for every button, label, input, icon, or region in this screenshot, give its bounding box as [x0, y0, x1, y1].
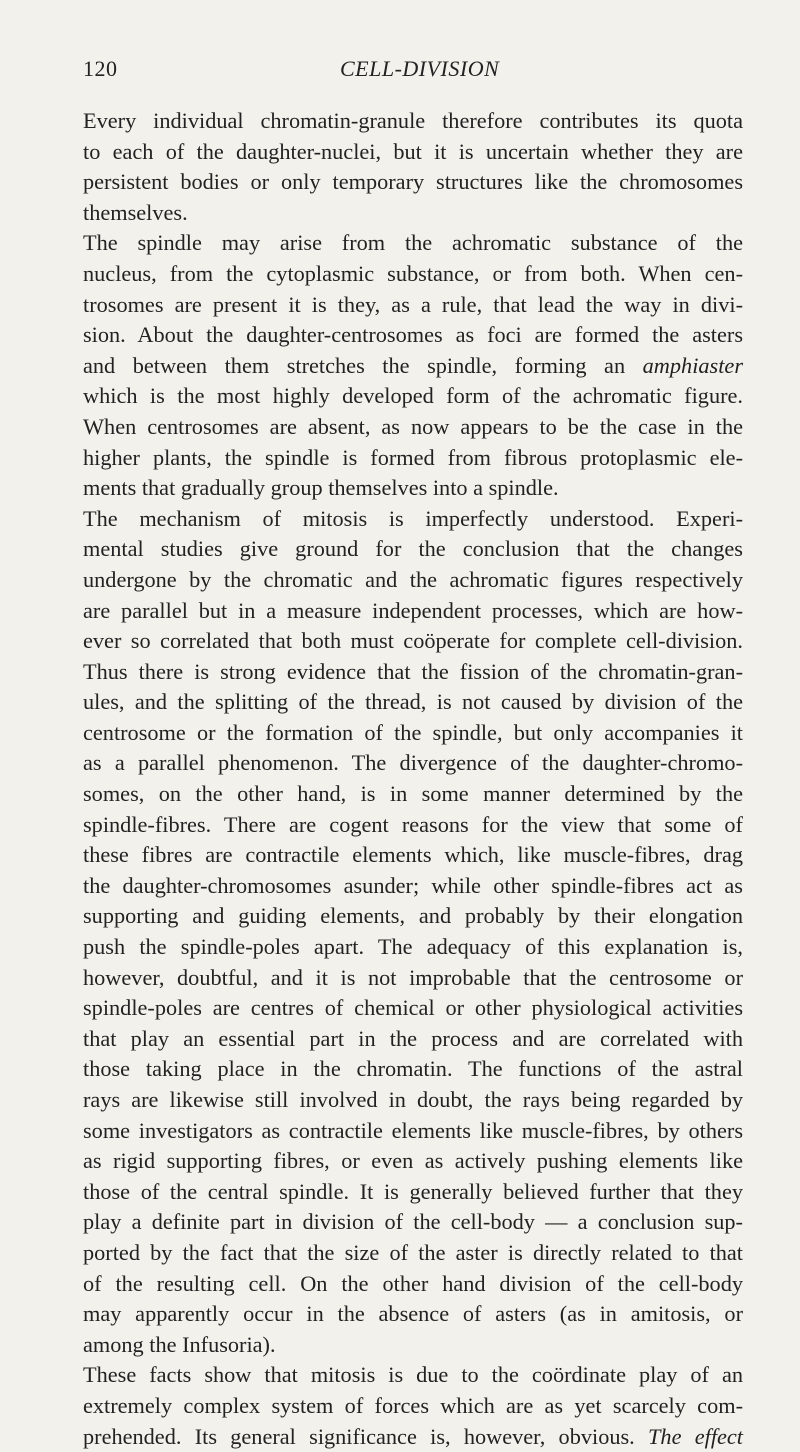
text-line: spindle-poles are centres of chemical or other physiological activities: [83, 995, 743, 1021]
text-line: persistent bodies or only temporary structures like the chromosomes: [83, 169, 743, 195]
text-line: spindle-fibres. There are cogent reasons for the view that some of: [83, 811, 743, 837]
text-line: of the resulting cell. On the other hand division of the cell-body: [83, 1270, 743, 1296]
page-number: 120: [83, 56, 118, 81]
text-line: those of the central spindle. It is generally believed further that they: [83, 1178, 743, 1204]
text-line: however, doubtful, and it is not improbable that the centrosome or: [83, 964, 743, 990]
text-line: trosomes are present it is they, as a rule, that lead the way in divi-: [83, 291, 743, 317]
text-line: ules, and the splitting of the thread, is not caused by division of the: [83, 689, 743, 715]
text-line: push the spindle-poles apart. The adequacy of this explanation is,: [83, 934, 743, 960]
italic-term: amphiaster: [642, 352, 743, 378]
text-line: some investigators as contractile elements like muscle-fibres, by others: [83, 1117, 743, 1143]
text-line: The spindle may arise from the achromatic substance of the: [83, 230, 743, 256]
text-line: [83, 351, 743, 382]
text-line: ported by the fact that the size of the aster is directly related to that: [83, 1239, 743, 1265]
text-line: These facts show that mitosis is due to the coördinate play of an: [83, 1362, 743, 1388]
text-line: themselves.: [83, 199, 188, 225]
text-line: the daughter-chromosomes asunder; while other spindle-fibres act as: [83, 872, 743, 898]
text-line: as a parallel phenomenon. The divergence of the daughter-chromo-: [83, 750, 743, 776]
text-line: Thus there is strong evidence that the fission of the chromatin-gran-: [83, 658, 743, 684]
text-line: supporting and guiding elements, and probably by their elongation: [83, 903, 743, 929]
text-line: Every individual chromatin-granule therefore contributes its quota: [83, 108, 743, 133]
italic-term: The effect: [648, 1423, 744, 1449]
text-line: nucleus, from the cytoplasmic substance, or from both. When cen-: [83, 260, 743, 286]
text-line-segment: prehended. Its general significance is, however, obvious.: [83, 1423, 649, 1449]
text-line: sion. About the daughter-centrosomes as foci are formed the asters: [83, 322, 743, 348]
text-line: The mechanism of mitosis is imperfectly understood. Experi-: [83, 505, 743, 531]
text-line: When centrosomes are absent, as now appears to be the case in the: [83, 413, 743, 439]
text-line: which is the most highly developed form of the achromatic figure.: [83, 383, 743, 409]
text-line: extremely complex system of forces which are as yet scarcely com-: [83, 1392, 743, 1418]
text-line: higher plants, the spindle is formed from fibrous protoplasmic ele-: [83, 444, 743, 470]
text-line: as rigid supporting fibres, or even as actively pushing elements like: [83, 1148, 743, 1174]
text-line: among the Infusoria).: [83, 1331, 276, 1357]
text-line: undergone by the chromatic and the achromatic figures respectively: [83, 566, 743, 592]
text-line: rays are likewise still involved in doubt, the rays being regarded by: [83, 1087, 743, 1112]
text-line: somes, on the other hand, is in some manner determined by the: [83, 781, 743, 807]
text-line: centrosome or the formation of the spindle, but only accompanies it: [83, 719, 743, 745]
page-header: [83, 56, 743, 86]
text-line: are parallel but in a measure independent processes, which are how-: [83, 597, 743, 623]
text-line: ments that gradually group themselves into a spindle.: [83, 475, 559, 501]
text-line: that play an essential part in the process and are correlated with: [83, 1025, 743, 1051]
text-line: to each of the daughter-nuclei, but it is uncertain whether they are: [83, 138, 743, 164]
body-text: [83, 106, 743, 1452]
text-line: those taking place in the chromatin. The functions of the astral: [83, 1056, 743, 1082]
text-line: these fibres are contractile elements which, like muscle-fibres, drag: [83, 842, 743, 868]
text-line: [83, 1422, 743, 1452]
text-line: play a definite part in division of the cell-body — a conclusion sup-: [83, 1209, 743, 1235]
running-head: CELL-DIVISION: [340, 56, 500, 81]
text-line: mental studies give ground for the conclusion that the changes: [83, 536, 743, 562]
text-line: ever so correlated that both must coöperate for complete cell-division.: [83, 628, 743, 654]
text-line: may apparently occur in the absence of asters (as in amitosis, or: [83, 1301, 743, 1327]
text-line-segment: and between them stretches the spindle, forming an: [83, 352, 643, 378]
